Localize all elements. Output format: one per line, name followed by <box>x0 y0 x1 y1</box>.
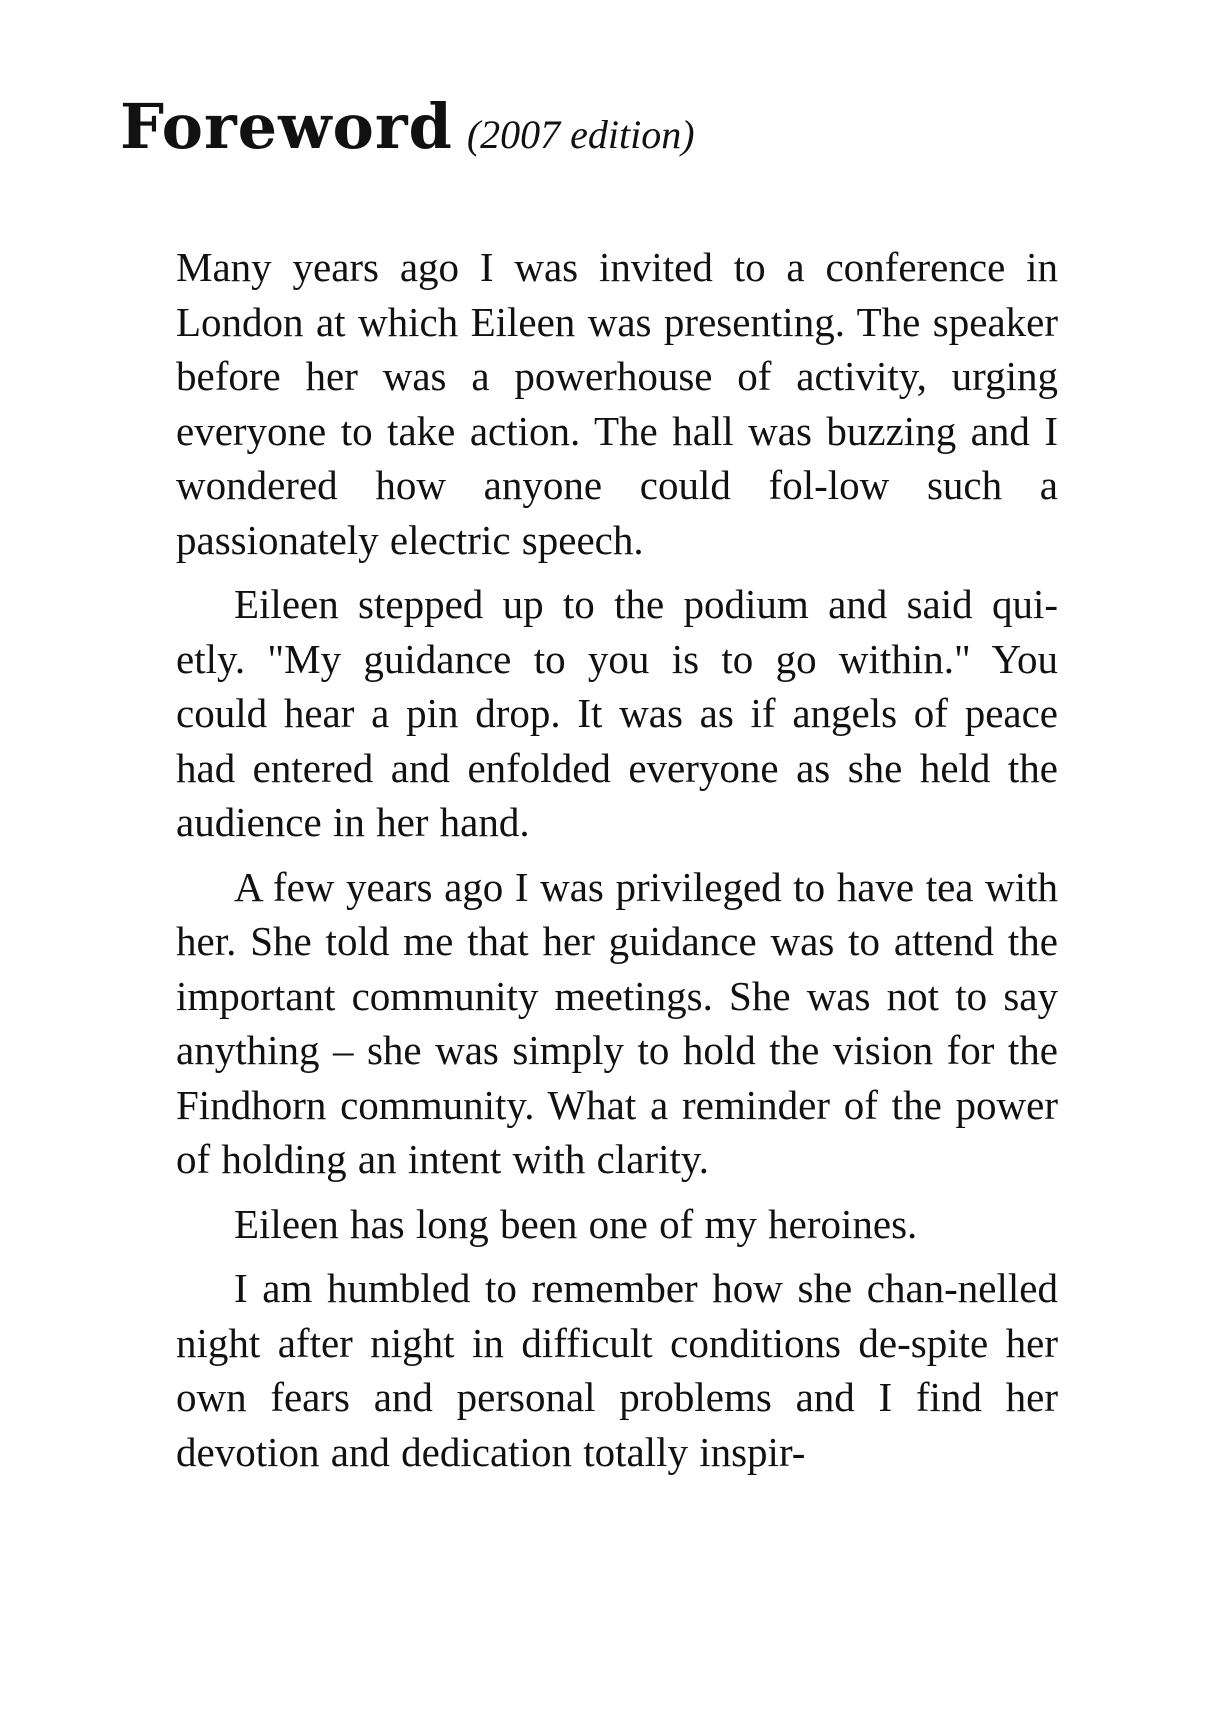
paragraph-4: Eileen has long been one of my heroines. <box>234 1200 918 1247</box>
paragraph-1: Many years ago I was invited to a conference in London at which Eileen was presenting. The speaker before her was a powerhouse of activity, urging everyone to take action. The hall was buzzing and I wondered how anyone could fol-low such a passionately electric speech. <box>176 244 1058 563</box>
paragraph-3: A few years ago I was privileged to have tea with her. She told me that her guidance was to attend the important community meetings. She was not to say anything – she was simply to hold the vision for the Findhorn community. What a reminder of the power of holding an intent with clarity. <box>176 863 1058 1182</box>
paragraph-5: I am humbled to remember how she chan-nelled night after night in difficult conditions de-spite her own fears and personal problems and I find her devotion and dedication totally inspir- <box>176 1265 1058 1475</box>
chapter-heading <box>120 90 695 163</box>
body-text <box>176 240 1058 1479</box>
chapter-title: Foreword <box>120 90 453 163</box>
paragraph-2: Eileen stepped up to the podium and said qui-etly. "My guidance to you is to go within." You could hear a pin drop. It was as if angels of peace had entered and enfolded everyone as she held the audience in her hand. <box>176 581 1058 845</box>
edition-note: (2007 edition) <box>466 112 695 157</box>
